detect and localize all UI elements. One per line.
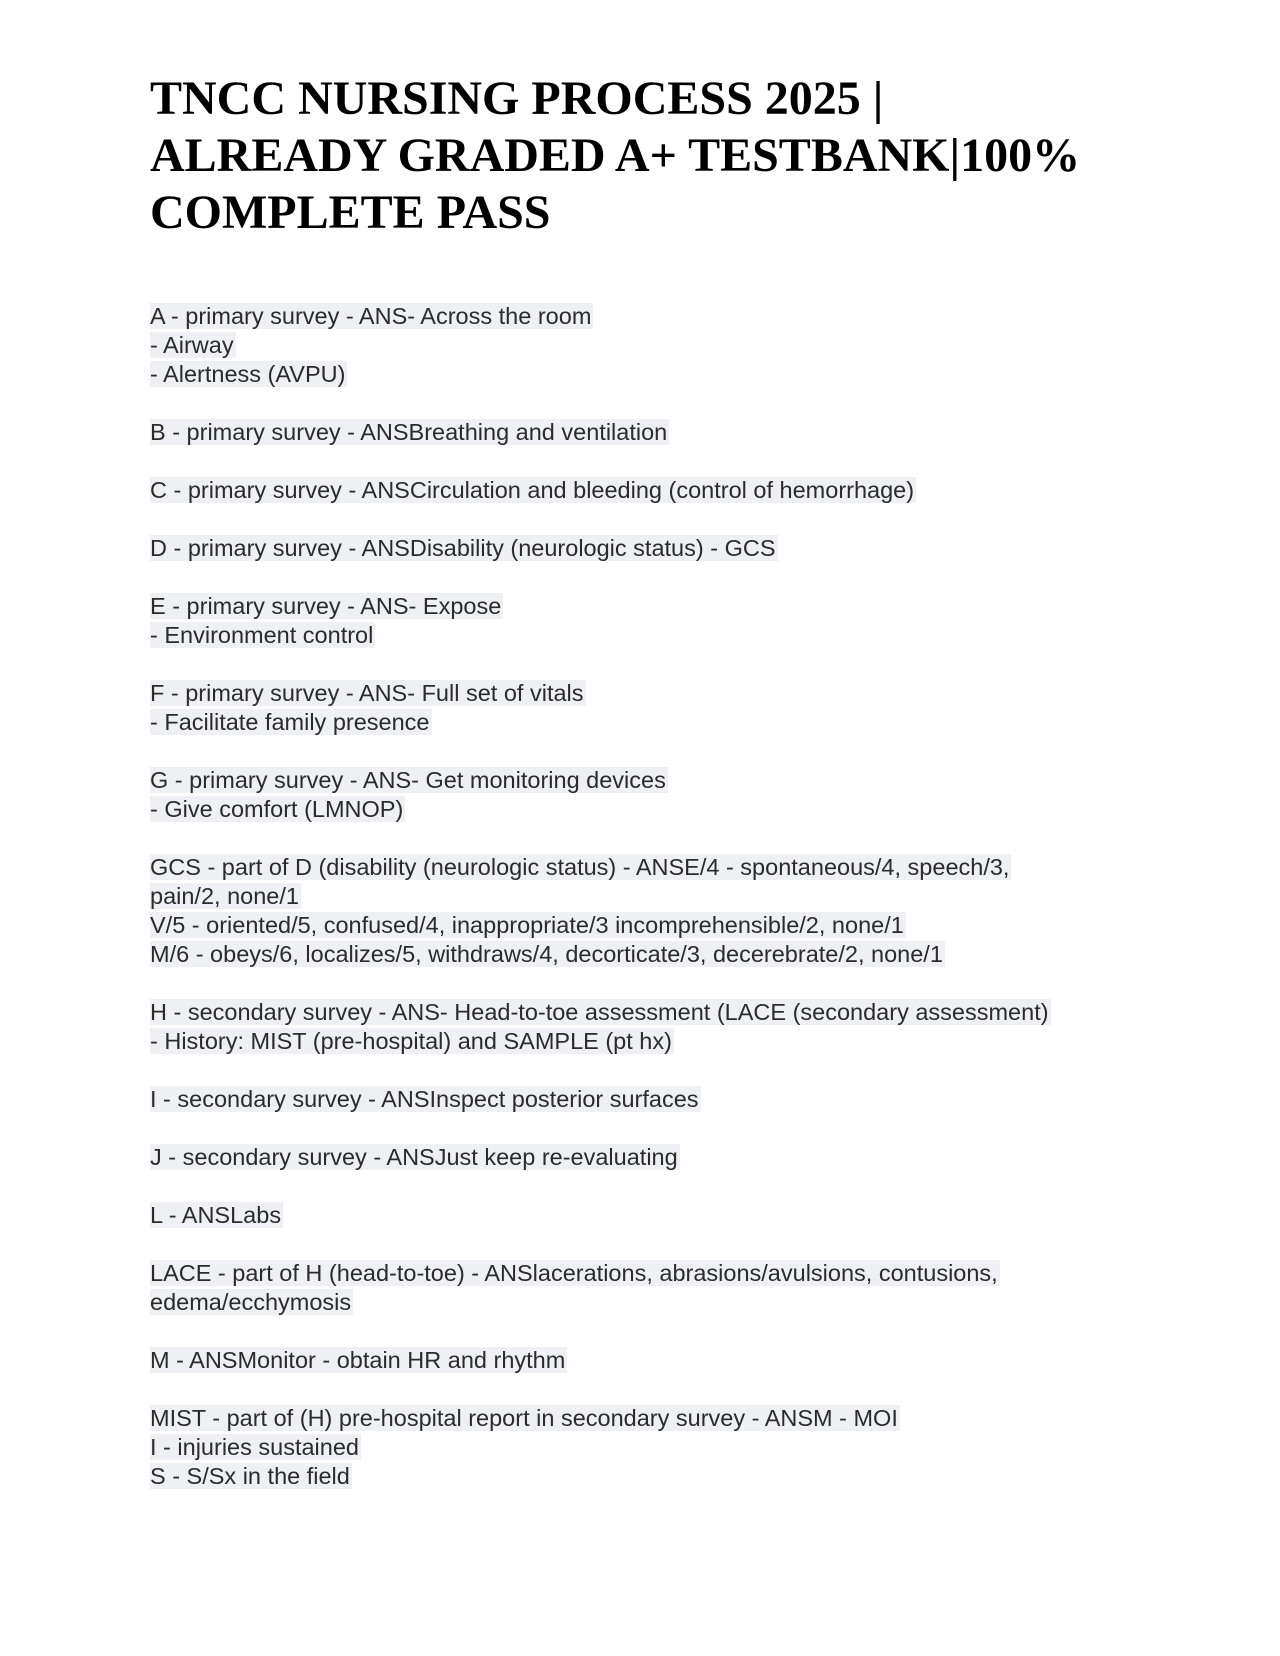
entry-line: - Give comfort (LMNOP) [150,796,404,822]
entry-line: C - primary survey - ANSCirculation and bleeding (control of hemorrhage) [150,477,915,503]
qa-entry-l [150,1201,1160,1230]
document-title [150,70,1160,241]
entry-line: - Facilitate family presence [150,709,430,735]
title-line: COMPLETE PASS [150,186,551,239]
document-page [150,70,1160,1520]
entry-line: - History: MIST (pre-hospital) and SAMPLE (pt hx) [150,1028,672,1054]
entry-line: B - primary survey - ANSBreathing and ventilation [150,419,668,445]
qa-entry-m [150,1346,1160,1375]
qa-entry-h [150,998,1160,1056]
entry-line: G - primary survey - ANS- Get monitoring devices [150,767,666,793]
entry-line: I - injuries sustained [150,1434,359,1460]
entry-line: MIST - part of (H) pre-hospital report in secondary survey - ANSM - MOI [150,1405,898,1431]
qa-entry-i [150,1085,1160,1114]
entry-line: edema/ecchymosis [150,1289,352,1315]
entry-line: E - primary survey - ANS- Expose [150,593,502,619]
entry-line: F - primary survey - ANS- Full set of vitals [150,680,584,706]
entry-line: - Alertness (AVPU) [150,361,346,387]
qa-entry-mist [150,1404,1160,1491]
entry-line: L - ANSLabs [150,1202,282,1228]
entry-line: A - primary survey - ANS- Across the room [150,303,592,329]
entry-line: D - primary survey - ANSDisability (neurologic status) - GCS [150,535,776,561]
qa-entry-d [150,534,1160,563]
entry-line: H - secondary survey - ANS- Head-to-toe assessment (LACE (secondary assessment) [150,999,1049,1025]
entry-line: S - S/Sx in the field [150,1463,350,1489]
qa-entry-j [150,1143,1160,1172]
entry-line: - Environment control [150,622,374,648]
entry-line: LACE - part of H (head-to-toe) - ANSlacerations, abrasions/avulsions, contusions, [150,1260,998,1286]
qa-entry-g [150,766,1160,824]
qa-entries [150,302,1160,1491]
qa-entry-lace [150,1259,1160,1317]
entry-line: - Airway [150,332,234,358]
entry-line: M - ANSMonitor - obtain HR and rhythm [150,1347,566,1373]
qa-entry-c [150,476,1160,505]
title-line: TNCC NURSING PROCESS 2025 | [150,72,884,125]
entry-line: J - secondary survey - ANSJust keep re-evaluating [150,1144,678,1170]
entry-line: V/5 - oriented/5, confused/4, inappropriate/3 incomprehensible/2, none/1 [150,912,904,938]
qa-entry-gcs [150,853,1160,969]
qa-entry-a [150,302,1160,389]
entry-line: M/6 - obeys/6, localizes/5, withdraws/4, decorticate/3, decerebrate/2, none/1 [150,941,943,967]
qa-entry-f [150,679,1160,737]
qa-entry-b [150,418,1160,447]
entry-line: GCS - part of D (disability (neurologic status) - ANSE/4 - spontaneous/4, speech/3, [150,854,1010,880]
qa-entry-e [150,592,1160,650]
entry-line: I - secondary survey - ANSInspect posterior surfaces [150,1086,699,1112]
entry-line: pain/2, none/1 [150,883,299,909]
title-line: ALREADY GRADED A+ TESTBANK|100% [150,129,1081,182]
